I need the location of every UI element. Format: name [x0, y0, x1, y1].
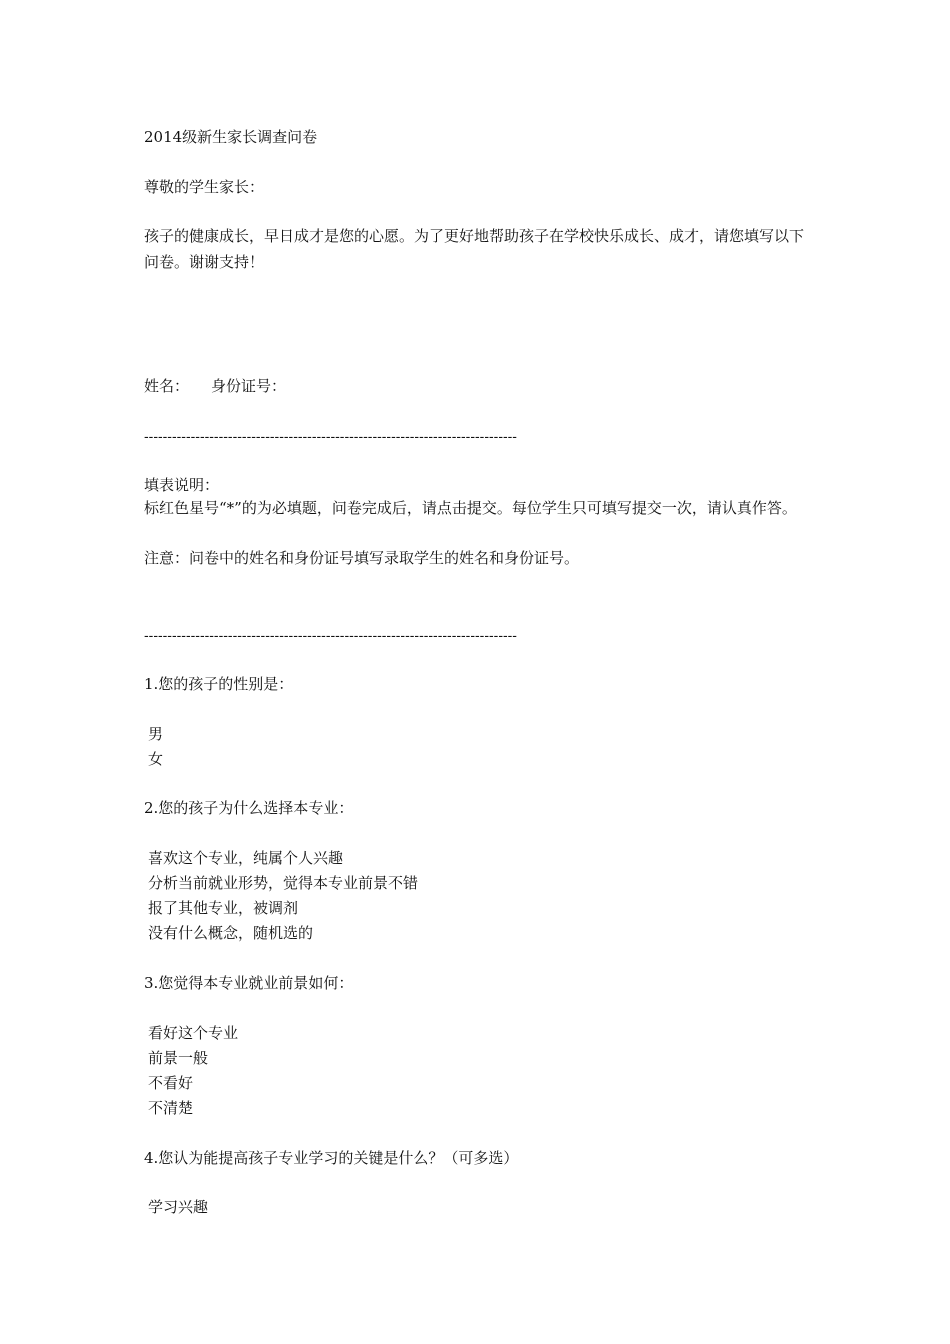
question-2-title: 2.您的孩子为什么选择本专业：	[144, 799, 354, 817]
instructions-text: 标红色星号“*”的为必填题，问卷完成后，请点击提交。每位学生只可填写提交一次，请认真作答。	[144, 499, 797, 517]
instructions-title: 填表说明：	[144, 476, 220, 494]
id-number-label: 身份证号：	[211, 377, 287, 395]
question-4-title: 4.您认为能提高孩子专业学习的关键是什么？（可多选）	[144, 1149, 519, 1167]
question-2-option-4[interactable]: 没有什么概念，随机选的	[148, 924, 314, 942]
question-3-option-3[interactable]: 不看好	[148, 1074, 194, 1092]
question-3-option-1[interactable]: 看好这个专业	[148, 1024, 239, 1042]
separator-line: --------------------------------------------------------------------------------	[144, 627, 517, 643]
question-3-option-4[interactable]: 不清楚	[148, 1099, 194, 1117]
name-label: 姓名：	[144, 377, 190, 395]
document-title: 2014级新生家长调查问卷	[144, 128, 318, 146]
separator-line: --------------------------------------------------------------------------------	[144, 428, 517, 444]
name-id-row	[144, 374, 286, 398]
note-text: 注意：问卷中的姓名和身份证号填写录取学生的姓名和身份证号。	[144, 549, 580, 567]
question-3-title: 3.您觉得本专业就业前景如何：	[144, 974, 354, 992]
question-1-title: 1.您的孩子的性别是：	[144, 675, 294, 693]
question-3-option-2[interactable]: 前景一般	[148, 1049, 209, 1067]
question-2-option-1[interactable]: 喜欢这个专业，纯属个人兴趣	[148, 849, 344, 867]
question-4-option-1[interactable]: 学习兴趣	[148, 1198, 209, 1216]
intro-paragraph: 孩子的健康成长，早日成才是您的心愿。为了更好地帮助孩子在学校快乐成长、成才，请您填写以下问卷。谢谢支持！	[144, 227, 805, 271]
question-1-option-male[interactable]: 男	[148, 725, 164, 743]
question-2-option-2[interactable]: 分析当前就业形势，觉得本专业前景不错	[148, 874, 419, 892]
salutation: 尊敬的学生家长：	[144, 178, 265, 196]
question-2-option-3[interactable]: 报了其他专业，被调剂	[148, 899, 299, 917]
question-1-option-female[interactable]: 女	[148, 750, 164, 768]
